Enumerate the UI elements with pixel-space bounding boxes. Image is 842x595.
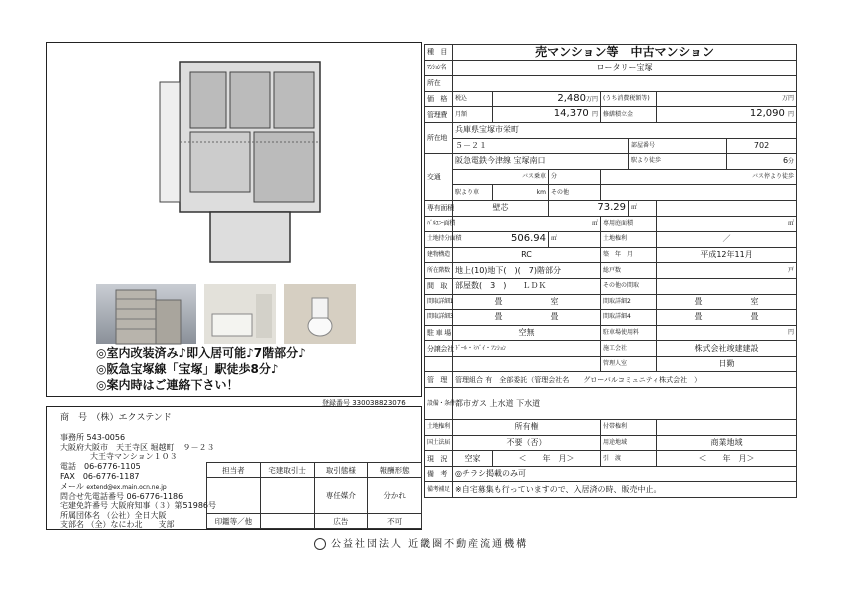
parking-value: 空無 bbox=[453, 325, 601, 341]
tax-label: 税込 bbox=[453, 91, 493, 107]
walk-unit: 分 bbox=[788, 157, 795, 165]
repair-value bbox=[657, 107, 797, 123]
agent-zip: 543-0056 bbox=[86, 433, 126, 442]
fax-label: FAX bbox=[60, 472, 75, 481]
city-label: 国土法届 bbox=[425, 435, 453, 451]
blank-value bbox=[453, 356, 601, 372]
layout-label: 間 取 bbox=[425, 278, 453, 294]
builder-value: 株式会社竣建建設 bbox=[657, 341, 797, 357]
built-label: 築 年 月 bbox=[601, 247, 657, 263]
agent-tel: 06-6776-1105 bbox=[84, 462, 141, 471]
facility-label: 設備・条件 bbox=[425, 388, 453, 420]
promo-line-1: ◎室内改装済み♪即入居可能♪7階部分♪ bbox=[96, 346, 306, 360]
agent-address-2: 大王寺マンション１０３ bbox=[90, 452, 178, 461]
status-value: 空家 bbox=[453, 451, 493, 467]
agent-inquiry: 06-6776-1186 bbox=[126, 492, 184, 501]
agent-assoc: （公社）全日大阪 bbox=[102, 511, 167, 520]
bathroom-photo bbox=[204, 284, 276, 344]
footer-text: 公益社団法人 近畿圏不動産流通機構 bbox=[331, 539, 529, 550]
land-label: 土地持分面積 bbox=[425, 232, 453, 248]
info-value bbox=[657, 420, 797, 436]
mgmt-form: 日勤 bbox=[657, 356, 797, 372]
exclusive-unit: ㎡ bbox=[657, 216, 797, 232]
agent-fax: 06-6776-1187 bbox=[82, 472, 140, 481]
blank-label bbox=[425, 356, 453, 372]
struct-value: RC bbox=[453, 247, 601, 263]
agent-name: （株）エクステンド bbox=[96, 413, 172, 423]
agent-address-1: 大阪府大阪市 天王寺区 堀越町 ９－２３ bbox=[60, 443, 215, 452]
deal-header-4: 報酬形態 bbox=[368, 463, 422, 478]
status-ym: ＜ 年 月＞ bbox=[493, 451, 601, 467]
deal-mode: 専任媒介 bbox=[314, 478, 368, 514]
price-number: 2,480 bbox=[557, 92, 586, 104]
deal-fee: 分かれ bbox=[368, 478, 422, 514]
area-extra bbox=[657, 200, 797, 216]
area-value: 73.29 bbox=[549, 200, 629, 216]
layout-detail-2: 畳 室 bbox=[657, 294, 797, 310]
parking-fee-unit: 円 bbox=[657, 325, 797, 341]
office-label: 事務所 bbox=[60, 433, 84, 442]
deal-empty bbox=[260, 514, 314, 529]
land-law: 所有権 bbox=[453, 420, 601, 436]
built-value: 平成12年11月 bbox=[657, 247, 797, 263]
layout-detail-1: 畳 室 bbox=[453, 294, 601, 310]
land-value: 506.94 bbox=[453, 232, 549, 248]
price-value bbox=[493, 91, 601, 107]
deal-header-2: 宅建取引士 bbox=[260, 463, 314, 478]
layout-detail-2-label: 間取詳細2 bbox=[601, 294, 657, 310]
sale-value: ﾄﾞｰﾙ・ﾐﾊﾞｲ・ﾌﾝｼｮﾝ bbox=[453, 341, 601, 357]
address-sub-label: 所在 bbox=[425, 76, 453, 92]
mgmt-form-label: 管理人室 bbox=[601, 356, 657, 372]
repair-unit: 円 bbox=[788, 111, 795, 119]
mgmt-fee-unit: 円 bbox=[591, 111, 598, 119]
builder-label: 施工会社 bbox=[601, 341, 657, 357]
ad-label: 広告 bbox=[314, 514, 368, 529]
floor-value: 地上(10)地下( )( 7)階部分 bbox=[453, 263, 601, 279]
handover-label: 引 渡 bbox=[601, 451, 657, 467]
floor-label: 所在階数 bbox=[425, 263, 453, 279]
info-label: 付帯権利 bbox=[601, 420, 657, 436]
tax-unit: 万円 bbox=[657, 91, 797, 107]
mail-label: メール bbox=[60, 482, 84, 491]
parking-fee-label: 駐車場使用料 bbox=[601, 325, 657, 341]
deal-manager-label: 印鑑等／他 bbox=[207, 514, 261, 529]
agent-name-label: 商 号 bbox=[60, 413, 88, 423]
notes-label: 備 考 bbox=[425, 466, 453, 482]
walk-label: 駅より徒歩 bbox=[629, 154, 727, 170]
car-label: 駅より車 bbox=[453, 185, 493, 201]
transport-line: 阪急電鉄今津線 宝塚南口 bbox=[453, 154, 629, 170]
area-unit: ㎡ bbox=[629, 200, 657, 216]
layout-value: 部屋数( 3 ) ＬＤＫ bbox=[453, 278, 601, 294]
registration-number: 登録番号 330038823076 bbox=[322, 399, 406, 407]
other-label: その他 bbox=[549, 185, 601, 201]
area-label: 専有面積 bbox=[425, 200, 453, 216]
layout-detail-4-label: 間取詳細4 bbox=[601, 310, 657, 326]
remark-label: 備考補足 bbox=[425, 482, 453, 498]
land-unit: ㎡ bbox=[549, 232, 601, 248]
promo-line-2: ◎阪急宝塚線「宝塚」駅徒歩8分♪ bbox=[96, 362, 279, 376]
walk-number: 6 bbox=[782, 155, 789, 165]
layout-detail-3-label: 間取詳細3 bbox=[425, 310, 453, 326]
agent-mail[interactable]: extend@ex.main.ocn.ne.jp bbox=[86, 484, 167, 491]
status-label: 現 況 bbox=[425, 451, 453, 467]
price-unit: 万円 bbox=[585, 95, 598, 103]
sale-label: 分譲会社 bbox=[425, 341, 453, 357]
property-name: ロータリー宝塚 bbox=[453, 60, 797, 76]
layout-detail-1-label: 間取詳細1 bbox=[425, 294, 453, 310]
deal-header-3: 取引態様 bbox=[314, 463, 368, 478]
mgmt-fee-number: 14,370 bbox=[553, 108, 589, 120]
license-label: 宅建免許番号 bbox=[60, 501, 108, 510]
tel-label: 電話 bbox=[60, 462, 76, 471]
assoc-label: 所属団体名 bbox=[60, 511, 100, 520]
layout-other bbox=[657, 278, 797, 294]
kind-label: 種 目 bbox=[425, 45, 453, 61]
room-label: 部屋番号 bbox=[629, 138, 727, 154]
floor-plan-image bbox=[150, 52, 350, 280]
management-label: 管 理 bbox=[425, 372, 453, 388]
deal-header-1: 担当者 bbox=[207, 463, 261, 478]
room-number: 702 bbox=[727, 138, 797, 154]
deal-table bbox=[206, 462, 422, 529]
walk-value bbox=[727, 154, 797, 170]
balcony-label: ﾊﾞﾙｺﾆｰ面積 bbox=[425, 216, 453, 232]
right-value: ／ bbox=[657, 232, 797, 248]
monthly-label: 月額 bbox=[453, 107, 493, 123]
units-label: 総戸数 bbox=[601, 263, 657, 279]
handover-ym: ＜ 年 月＞ bbox=[657, 451, 797, 467]
land-law-label: 土地権利 bbox=[425, 420, 453, 436]
deal-manager bbox=[207, 478, 261, 514]
property-table bbox=[424, 44, 797, 498]
use-label: 用途地域 bbox=[601, 435, 657, 451]
association-logo-icon bbox=[314, 538, 326, 550]
toilet-photo bbox=[284, 284, 356, 344]
units-unit: 戸 bbox=[657, 263, 797, 279]
balcony-unit: ㎡ bbox=[453, 216, 601, 232]
notes-value: ◎チラシ掲載のみ可 bbox=[453, 466, 797, 482]
footer bbox=[0, 535, 842, 550]
inquiry-label: 問合せ先電話番号 bbox=[60, 492, 124, 501]
busstop-label: バス停より徒歩 bbox=[601, 169, 797, 185]
ad-value: 不可 bbox=[368, 514, 422, 529]
right-label: 土地権利 bbox=[601, 232, 657, 248]
layout-other-label: その他の間取 bbox=[601, 278, 657, 294]
bus-label: バス乗車 bbox=[453, 169, 549, 185]
mgmt-fee-label: 管理費 bbox=[425, 107, 453, 123]
agent-branch: （全）なにわ北 支部 bbox=[86, 520, 175, 529]
repair-label: 修繕積立金 bbox=[601, 107, 657, 123]
car-unit: km bbox=[493, 185, 549, 201]
address-1: 兵庫県宝塚市栄町 bbox=[453, 122, 797, 138]
address-2: ５－２１ bbox=[453, 138, 629, 154]
other-value bbox=[601, 185, 797, 201]
exterior-photo bbox=[96, 284, 196, 344]
layout-detail-3: 畳 畳 bbox=[453, 310, 601, 326]
property-kind: 売マンション等 中古マンション bbox=[453, 45, 797, 61]
parking-label: 駐 車 場 bbox=[425, 325, 453, 341]
tax-note: (うち消費税額等) bbox=[601, 91, 657, 107]
name-label: ﾏﾝｼｮﾝ名 bbox=[425, 60, 453, 76]
use-value: 商業地域 bbox=[657, 435, 797, 451]
deal-broker bbox=[260, 478, 314, 514]
agent-name-row bbox=[60, 410, 172, 423]
city-value: 不要（否） bbox=[453, 435, 601, 451]
facility-value: 都市ガス 上水道 下水道 bbox=[453, 388, 797, 420]
exclusive-label: 専用庭面積 bbox=[601, 216, 657, 232]
struct-label: 建物構造 bbox=[425, 247, 453, 263]
address-sub bbox=[453, 76, 797, 92]
remark-value: ※自宅募集も行っていますので、入居済の時、販売中止。 bbox=[453, 482, 797, 498]
agent-license: 大阪府知事（３）第51986号 bbox=[110, 501, 216, 510]
area-type: 壁芯 bbox=[453, 200, 549, 216]
price-label: 価 格 bbox=[425, 91, 453, 107]
agent-branch-row bbox=[60, 519, 175, 530]
repair-number: 12,090 bbox=[749, 108, 785, 120]
mgmt-fee-value bbox=[493, 107, 601, 123]
transport-label: 交通 bbox=[425, 154, 453, 201]
promo-line-3: ◎案内時はご連絡下さい！ bbox=[96, 378, 239, 392]
branch-label: 支部名 bbox=[60, 520, 84, 529]
bus-unit: 分 bbox=[549, 169, 601, 185]
management-value: 管理組合 有 全部委託（管理会社名 グローバルコミュニティ株式会社 ） bbox=[453, 372, 797, 388]
layout-detail-4: 畳 畳 bbox=[657, 310, 797, 326]
location-label: 所在地 bbox=[425, 122, 453, 153]
